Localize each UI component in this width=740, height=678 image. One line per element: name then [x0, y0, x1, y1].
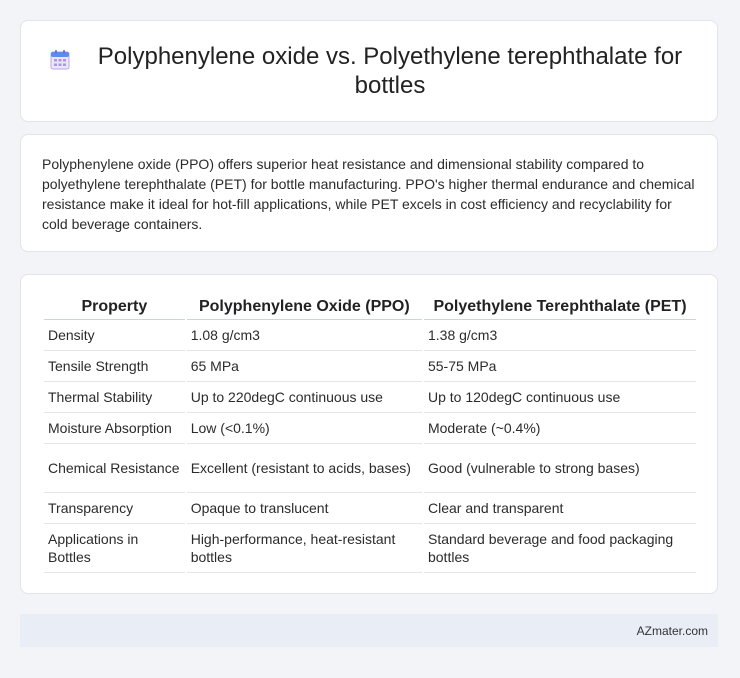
cell-property: Applications in Bottles [44, 524, 185, 573]
footer-bar [20, 614, 718, 647]
cell-property: Moisture Absorption [44, 413, 185, 444]
cell-pet: Moderate (~0.4%) [424, 413, 696, 444]
table-card [20, 274, 718, 594]
header-property: Property [44, 295, 185, 320]
cell-property: Chemical Resistance [44, 444, 185, 493]
cell-ppo: High-performance, heat-resistant bottles [187, 524, 422, 573]
intro-paragraph: Polyphenylene oxide (PPO) offers superior heat resistance and dimensional stability compared to polyethylene terephthalate (PET) for bottle manufacturing. PPO's higher thermal endurance and chemical resistance make it ideal for hot-fill applications, while PET excels in cost efficiency and recyclability for cold beverage containers. [42, 156, 695, 232]
cell-pet: 1.38 g/cm3 [424, 320, 696, 351]
table-row [44, 382, 696, 413]
cell-pet: Up to 120degC continuous use [424, 382, 696, 413]
cell-ppo: Up to 220degC continuous use [187, 382, 422, 413]
cell-ppo: Low (<0.1%) [187, 413, 422, 444]
cell-ppo: 65 MPa [187, 351, 422, 382]
calendar-icon [49, 49, 71, 71]
header-ppo: Polyphenylene Oxide (PPO) [187, 295, 422, 320]
table-row [44, 444, 696, 493]
cell-ppo: Excellent (resistant to acids, bases) [187, 444, 422, 493]
cell-ppo: 1.08 g/cm3 [187, 320, 422, 351]
table-row [44, 351, 696, 382]
table-header-row [44, 295, 696, 320]
cell-property: Density [44, 320, 185, 351]
page-title: Polyphenylene oxide vs. Polyethylene terephthalate for bottles [97, 43, 683, 99]
intro-card [20, 134, 718, 252]
footer-brand[interactable]: AZmater.com [636, 623, 708, 638]
table-row [44, 320, 696, 351]
table-row [44, 413, 696, 444]
cell-property: Transparency [44, 493, 185, 524]
title-card [20, 20, 718, 122]
cell-pet: Clear and transparent [424, 493, 696, 524]
cell-pet: 55-75 MPa [424, 351, 696, 382]
cell-ppo: Opaque to translucent [187, 493, 422, 524]
cell-property: Thermal Stability [44, 382, 185, 413]
table-row [44, 524, 696, 573]
comparison-table [42, 295, 698, 573]
cell-pet: Good (vulnerable to strong bases) [424, 444, 696, 493]
header-pet: Polyethylene Terephthalate (PET) [424, 295, 696, 320]
cell-pet: Standard beverage and food packaging bottles [424, 524, 696, 573]
title-wrap [49, 42, 689, 100]
table-row [44, 493, 696, 524]
cell-property: Tensile Strength [44, 351, 185, 382]
